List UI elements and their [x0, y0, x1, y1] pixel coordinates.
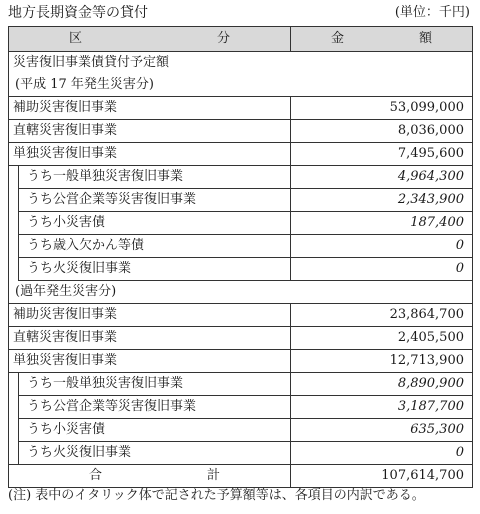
group-label: (平成 17 年発生災害分) — [9, 74, 473, 97]
row-amount: 12,713,900 — [291, 350, 473, 373]
row-amount: 0 — [291, 258, 473, 281]
header-row — [9, 27, 473, 52]
section-title-row — [9, 52, 473, 75]
section-title: 災害復旧事業債貸付予定額 — [9, 52, 473, 75]
table-row — [9, 120, 473, 143]
total-amount: 107,614,700 — [291, 465, 473, 488]
row-label: 直轄災害復旧事業 — [9, 327, 291, 350]
table-row — [9, 212, 473, 235]
document-title: 地方長期資金等の貸付 — [8, 5, 148, 21]
row-amount: 2,405,500 — [291, 327, 473, 350]
table-row — [9, 235, 473, 258]
row-label: 単独災害復旧事業 — [9, 350, 291, 373]
group-label: (過年発生災害分) — [9, 281, 473, 304]
table-row — [9, 396, 473, 419]
row-label: うち小災害債 — [19, 419, 291, 442]
total-row — [9, 465, 473, 488]
row-label: 単独災害復旧事業 — [9, 143, 291, 166]
table-row — [9, 327, 473, 350]
table-row — [9, 419, 473, 442]
table-row — [9, 350, 473, 373]
indent-cell — [9, 396, 19, 419]
row-label: うち火災復旧事業 — [19, 442, 291, 465]
row-amount: 0 — [291, 235, 473, 258]
indent-cell — [9, 419, 19, 442]
row-amount: 7,495,600 — [291, 143, 473, 166]
row-label: うち一般単独災害復旧事業 — [19, 166, 291, 189]
indent-cell — [9, 258, 19, 281]
table-row — [9, 304, 473, 327]
table-row — [9, 442, 473, 465]
table-row — [9, 258, 473, 281]
row-amount: 53,099,000 — [291, 97, 473, 120]
total-label: 合 計 — [9, 465, 291, 488]
table-row — [9, 143, 473, 166]
row-amount: 0 — [291, 442, 473, 465]
row-label: うち小災害債 — [19, 212, 291, 235]
group-row — [9, 74, 473, 97]
footnote: (注) 表中のイタリック体で記された予算額等は、各項目の内訳である。 — [8, 488, 425, 503]
row-amount: 4,964,300 — [291, 166, 473, 189]
row-label: うち一般単独災害復旧事業 — [19, 373, 291, 396]
row-amount: 8,890,900 — [291, 373, 473, 396]
table-body — [9, 52, 473, 488]
header-amount: 金 額 — [291, 27, 473, 52]
loan-table — [8, 26, 473, 488]
indent-cell — [9, 189, 19, 212]
table-row — [9, 97, 473, 120]
row-amount: 8,036,000 — [291, 120, 473, 143]
indent-cell — [9, 442, 19, 465]
row-label: 補助災害復旧事業 — [9, 97, 291, 120]
row-label: うち公営企業等災害復旧事業 — [19, 189, 291, 212]
row-amount: 23,864,700 — [291, 304, 473, 327]
header-category: 区 分 — [9, 27, 291, 52]
row-amount: 635,300 — [291, 419, 473, 442]
row-amount: 187,400 — [291, 212, 473, 235]
group-row — [9, 281, 473, 304]
row-label: うち公営企業等災害復旧事業 — [19, 396, 291, 419]
row-label: うち歳入欠かん等債 — [19, 235, 291, 258]
table-row — [9, 373, 473, 396]
row-label: 補助災害復旧事業 — [9, 304, 291, 327]
unit-label: (単位：千円) — [394, 5, 470, 20]
indent-cell — [9, 166, 19, 189]
row-label: うち火災復旧事業 — [19, 258, 291, 281]
row-label: 直轄災害復旧事業 — [9, 120, 291, 143]
indent-cell — [9, 212, 19, 235]
row-amount: 3,187,700 — [291, 396, 473, 419]
indent-cell — [9, 235, 19, 258]
table-row — [9, 166, 473, 189]
table-row — [9, 189, 473, 212]
indent-cell — [9, 373, 19, 396]
row-amount: 2,343,900 — [291, 189, 473, 212]
